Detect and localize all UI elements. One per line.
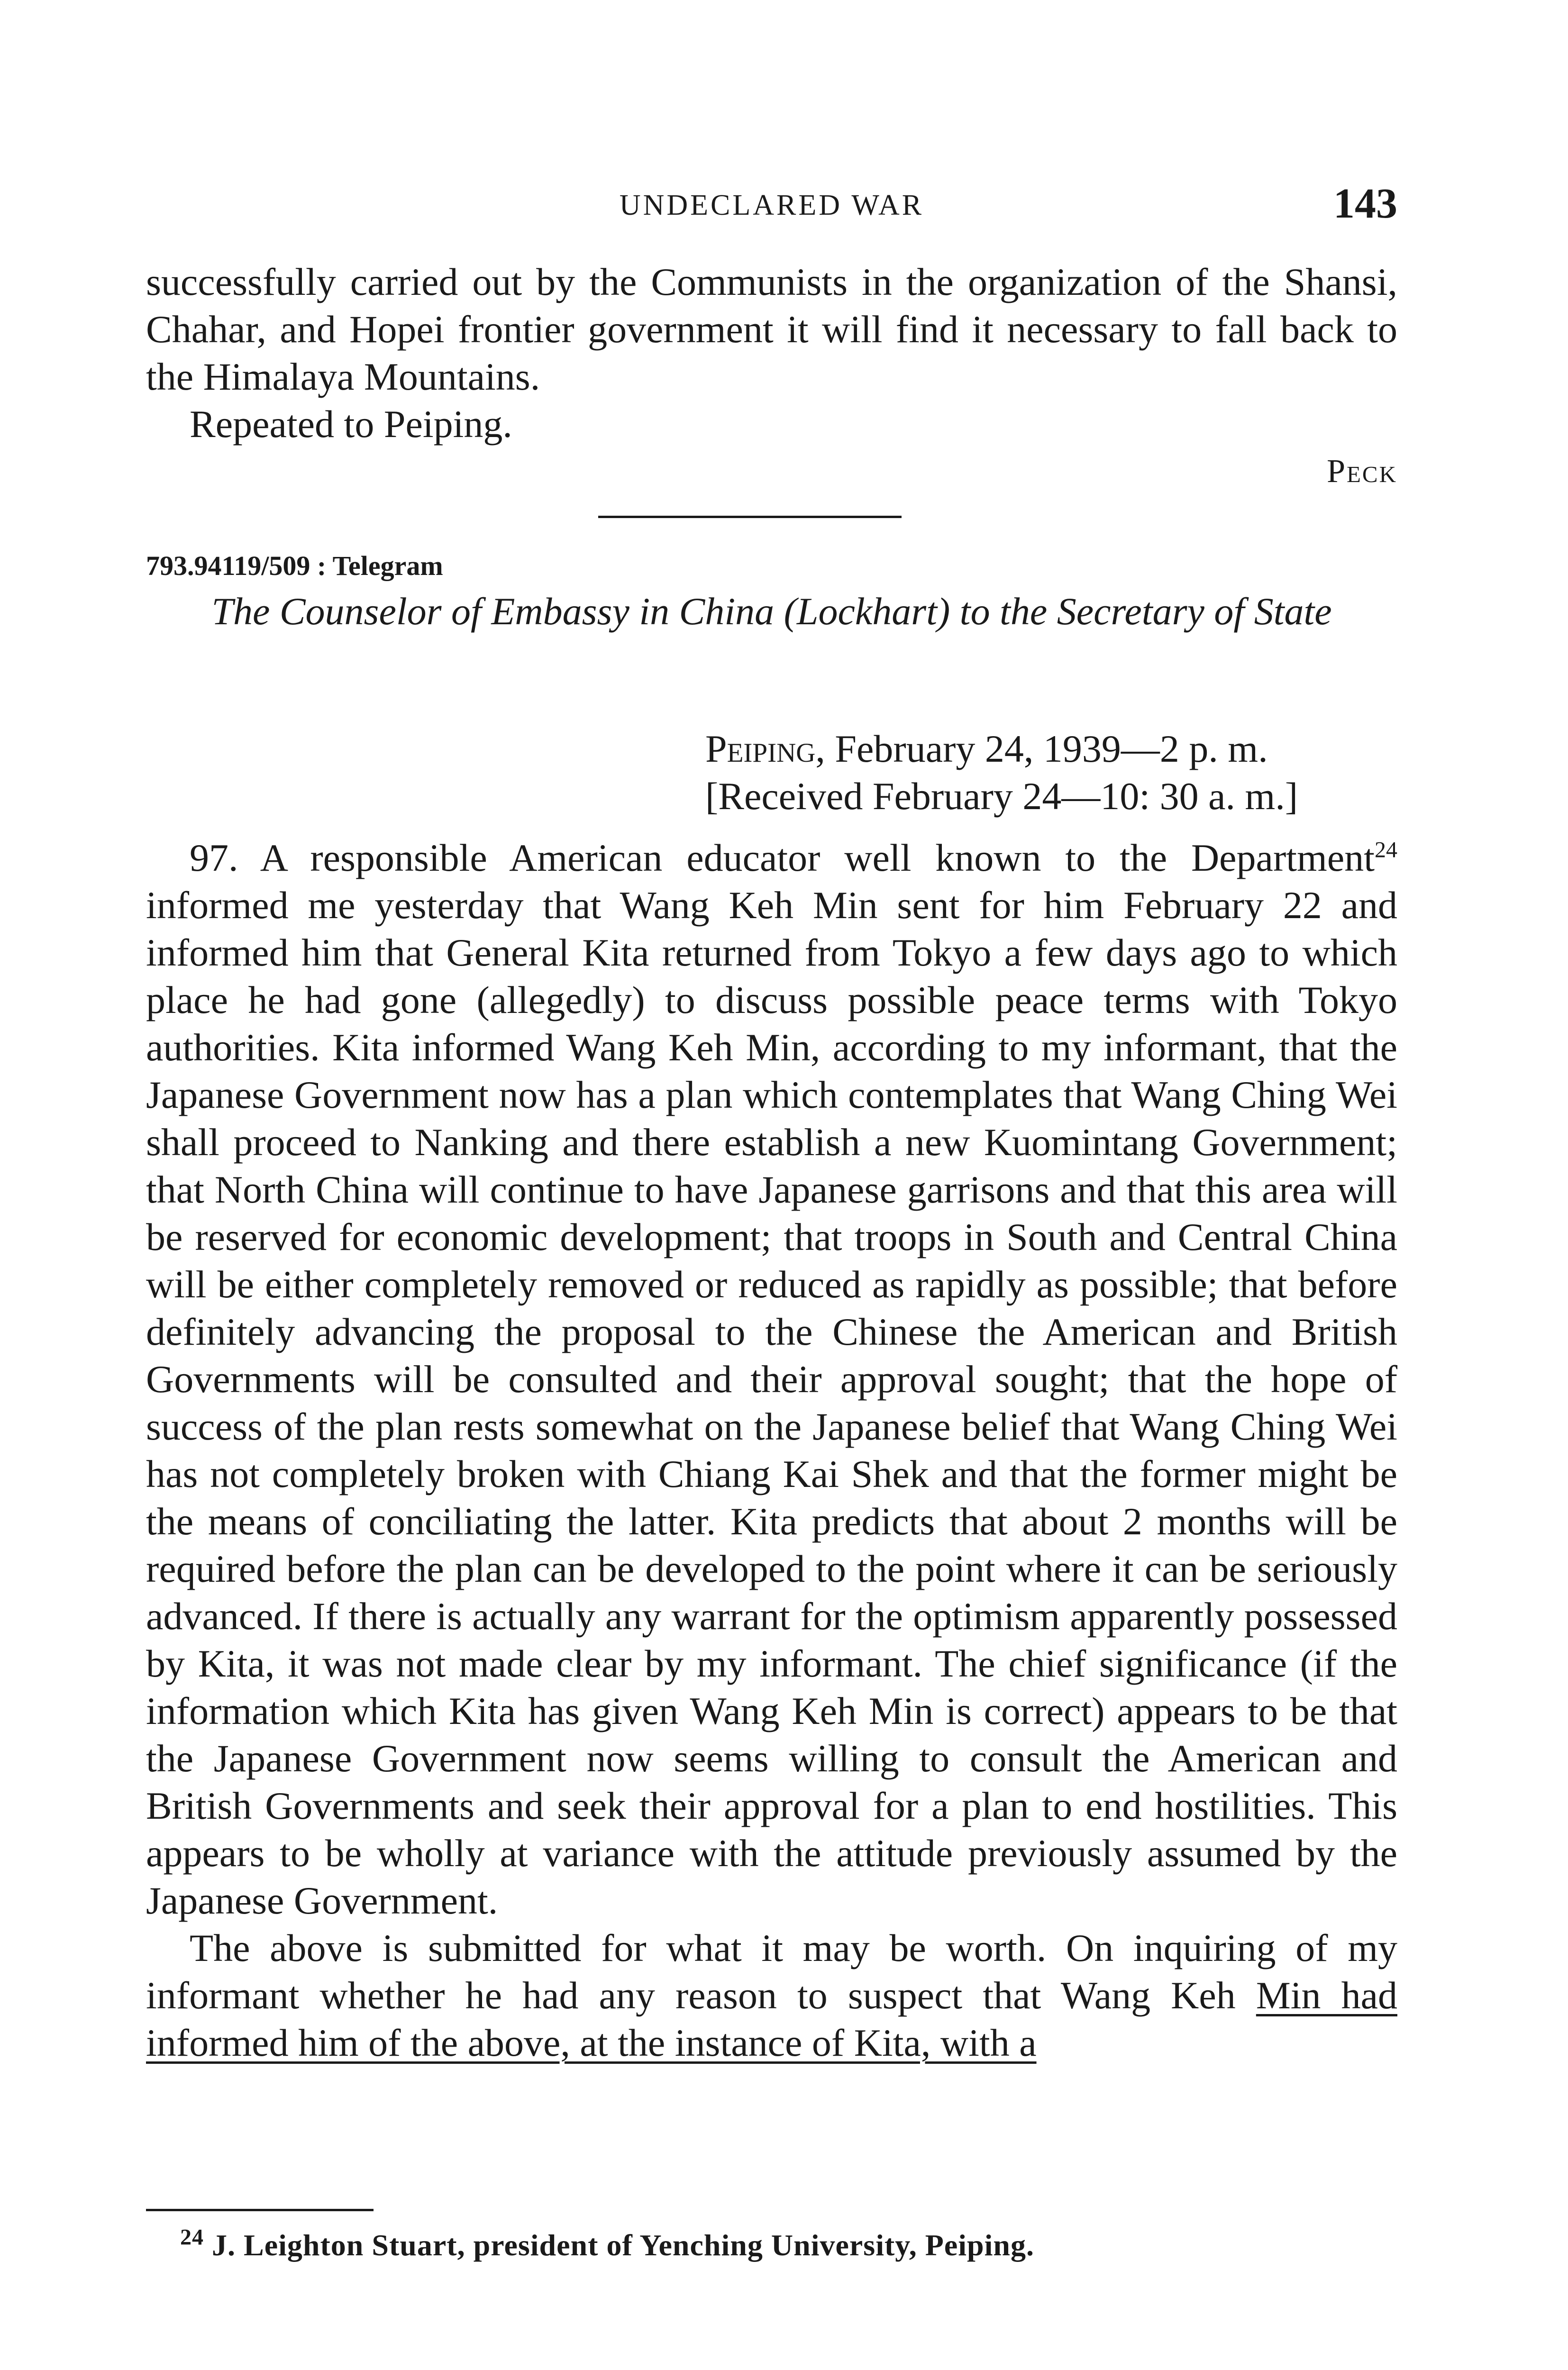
body-paragraph-1 [146, 834, 1397, 1924]
repeated-line: Repeated to Peiping. [190, 402, 512, 446]
dateline-place: Peiping, [705, 727, 825, 770]
continuation-block [146, 258, 1397, 495]
dateline [705, 725, 1397, 820]
dateline-received: [Received February 24—10: 30 a. m.] [705, 775, 1298, 818]
footnote [180, 2224, 1034, 2263]
body-paragraph-2-start: The above is submitted for what it may be worth. On inquiring of my informant whether he had any reason to suspect that Wang Keh [146, 1926, 1397, 2017]
dateline-date: February 24, 1939—2 p. m. [835, 727, 1268, 770]
document-file-id: 793.94119/509 : Telegram [146, 550, 443, 581]
page-number: 143 [1333, 180, 1397, 227]
footnote-rule [146, 2209, 374, 2211]
dateline-sent [705, 725, 1397, 773]
footnote-text: J. Leighton Stuart, president of Yenching University, Peiping. [212, 2228, 1034, 2262]
running-title: UNDECLARED WAR [619, 189, 924, 221]
body-paragraph-1-start: 97. A responsible American educator well known to the Department [190, 836, 1375, 879]
signature: Peck [1327, 453, 1397, 490]
body-paragraph-2 [146, 1924, 1397, 2067]
body-paragraph-1-rest: informed me yesterday that Wang Keh Min sent for him February 22 and informed him that General Kita returned from Tokyo a few days ago to which place he had gone (allegedly) to discuss possible peace terms with Tokyo authorities. Kita informed Wang Keh Min, according to my informant, that the Japanese Government now has a plan which contemplates that Wang Ching Wei shall proceed to Nanking and there establish a new Kuomintang Government; that North China will continue to have Japanese garrisons and that this area will be reserved for economic development; that troops in South and Central China will be either completely removed or reduced as rapidly as possible; that before definitely advancing the proposal to the Chinese the American and British Governments will be consulted and their approval sought; that the hope of success of the plan rests somewhat on the Japanese belief that Wang Ching Wei has not completely broken with Chiang Kai Shek and that the former might be the means of conciliating the latter. Kita predicts that about 2 months will be required before the plan can be developed to the point where it can be seriously advanced. If there is actually any warrant for the optimism apparently possessed by Kita, it was not made clear by my informant. The chief significance (if the information which Kita has given Wang Keh Min is correct) appears to be that the Japanese Government now seems willing to consult the American and British Governments and seek their approval for a plan to end hostilities. This appears to be wholly at variance with the attitude previously assumed by the Japanese Government. [146, 884, 1397, 1922]
footnote-reference: 24 [1375, 837, 1397, 863]
separator-rule [598, 516, 902, 518]
running-header [146, 179, 1397, 236]
footnote-number: 24 [180, 2224, 204, 2250]
body-paragraph-2-underlined: Min had informed him of the above, at the instance of Kita, with a [146, 1974, 1397, 2064]
telegram-body [146, 834, 1397, 2067]
document-title: The Counselor of Embassy in China (Lockhart) to the Secretary of State [211, 590, 1332, 633]
continuation-paragraph: successfully carried out by the Communists in the organization of the Shansi, Chahar, and Hopei frontier government it will find it necessary to fall back to the Himalaya Mountains. [146, 260, 1397, 398]
